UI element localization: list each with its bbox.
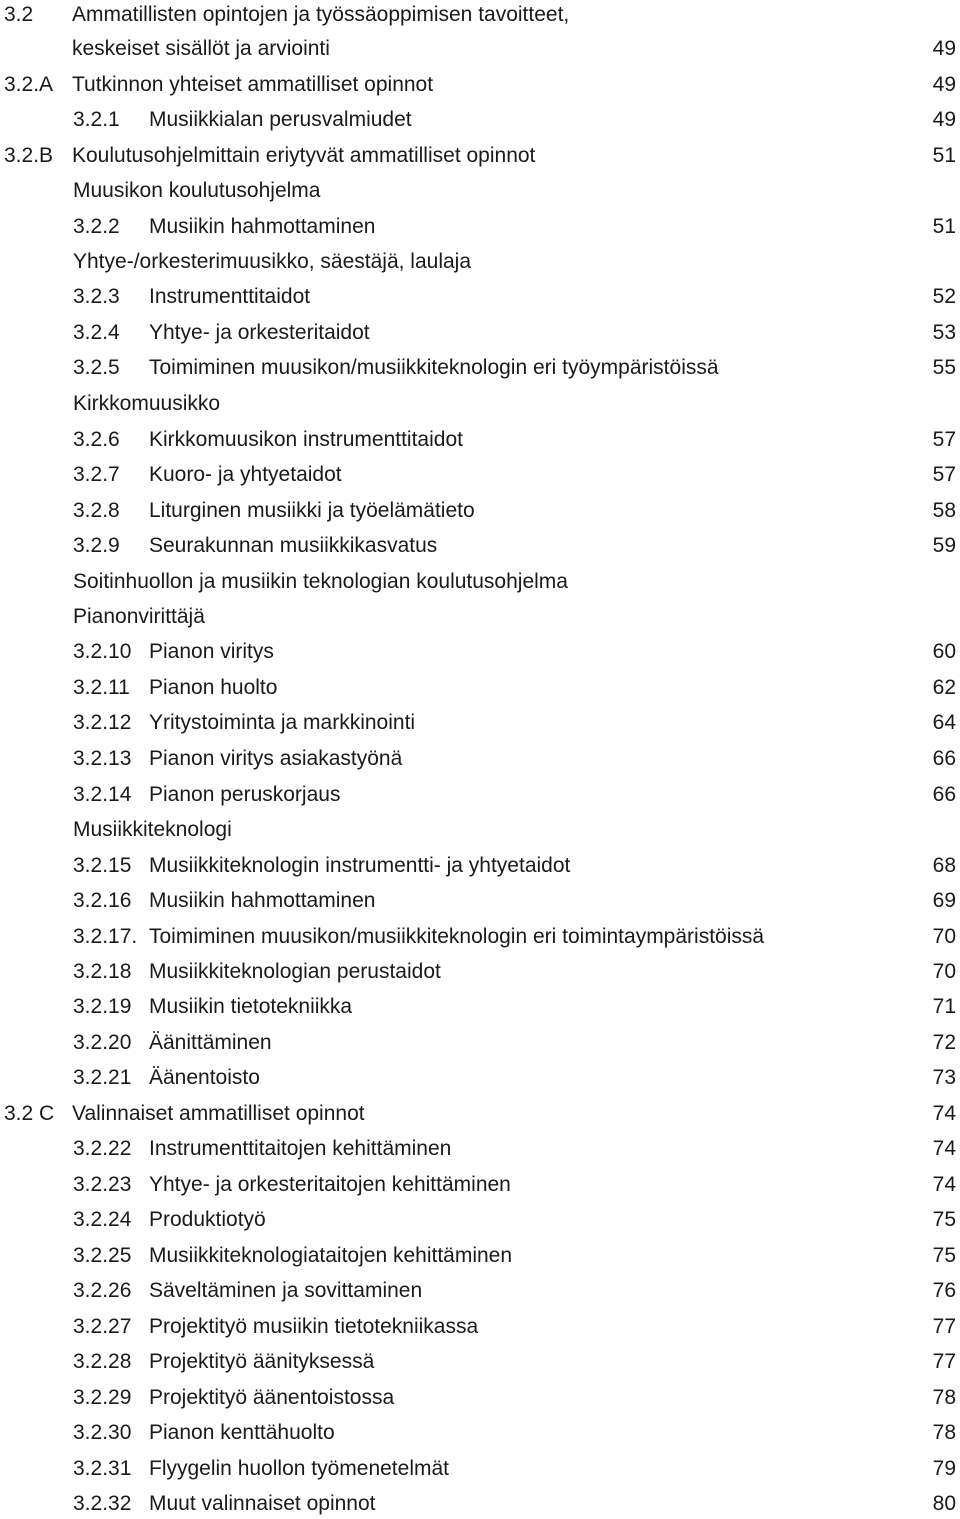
toc-entry-title: Musiikin hahmottaminen (149, 889, 376, 912)
toc-entry-number: 3.2.21 (73, 1066, 132, 1089)
toc-entry-page-number: 53 (932, 321, 956, 344)
toc-entry-title: Yhtye- ja orkesteritaitojen kehittäminen (149, 1173, 511, 1196)
toc-entry (0, 34, 960, 64)
toc-group-heading (0, 815, 960, 845)
toc-entry-page-number: 51 (932, 215, 956, 238)
toc-entry-page-number: 58 (932, 499, 956, 522)
toc-entry-page-number: 78 (932, 1421, 956, 1444)
toc-entry-page-number: 74 (932, 1173, 956, 1196)
toc-entry-number: 3.2.23 (73, 1173, 132, 1196)
toc-entry-title: Yhtye- ja orkesteritaidot (149, 321, 370, 344)
toc-entry-number: 3.2.27 (73, 1315, 132, 1338)
toc-entry-title: Musiikkialan perusvalmiudet (149, 108, 412, 131)
toc-entry-title: Projektityö äänentoistossa (149, 1386, 395, 1409)
toc-entry (0, 673, 960, 703)
toc-entry-number: 3.2.5 (73, 356, 120, 379)
toc-entry (0, 708, 960, 738)
toc-entry-title: Pianon peruskorjaus (149, 783, 341, 806)
toc-entry (0, 886, 960, 916)
toc-entry-page-number: 72 (932, 1031, 956, 1054)
toc-entry-page-number: 49 (932, 108, 956, 131)
toc-entry-number: 3.2.11 (73, 676, 130, 699)
toc-entry-title: Toimiminen muusikon/musiikkiteknologin eri työympäristöissä (149, 356, 719, 379)
toc-entry (0, 1489, 960, 1519)
toc-entry-page-number: 74 (932, 1137, 956, 1160)
toc-entry-title: Pianon viritys asiakastyönä (149, 747, 403, 770)
toc-entry-title: Valinnaiset ammatilliset opinnot (72, 1102, 365, 1125)
toc-entry (0, 1418, 960, 1448)
toc-entry-title: Yritystoiminta ja markkinointi (149, 711, 416, 734)
toc-entry-number: 3.2 (4, 3, 34, 26)
toc-entry-number: 3.2.10 (73, 640, 132, 663)
toc-entry (0, 1276, 960, 1306)
toc-group-heading (0, 389, 960, 419)
toc-entry-number: 3.2.26 (73, 1279, 132, 1302)
toc-entry-title: Produktiotyö (149, 1208, 266, 1231)
toc-entry-number: 3.2.2 (73, 215, 120, 238)
toc-entry-number: 3.2.20 (73, 1031, 132, 1054)
toc-entry-title: Tutkinnon yhteiset ammatilliset opinnot (72, 73, 434, 96)
toc-entry-title: Ammatillisten opintojen ja työssäoppimisen tavoitteet, (72, 3, 570, 26)
toc-entry-title: Musiikkiteknologin instrumentti- ja yhtyetaidot (149, 854, 571, 877)
toc-entry-title: Soitinhuollon ja musiikin teknologian koulutusohjelma (73, 570, 568, 593)
toc-entry-title: Äänittäminen (149, 1031, 272, 1054)
toc-entry-title: keskeiset sisällöt ja arviointi (72, 37, 330, 60)
toc-entry (0, 1063, 960, 1093)
toc-entry-page-number: 66 (932, 783, 956, 806)
toc-entry-page-number: 80 (932, 1492, 956, 1515)
toc-entry-page-number: 69 (932, 889, 956, 912)
toc-entry-number: 3.2.18 (73, 960, 132, 983)
toc-entry-page-number: 75 (932, 1244, 956, 1267)
toc-entry-page-number: 55 (932, 356, 956, 379)
toc-entry (0, 992, 960, 1022)
toc-entry (0, 1454, 960, 1484)
toc-entry-number: 3.2.7 (73, 463, 120, 486)
toc-entry-number: 3.2.29 (73, 1386, 132, 1409)
toc-entry-title: Projektityö musiikin tietotekniikassa (149, 1315, 479, 1338)
toc-entry-page-number: 78 (932, 1386, 956, 1409)
toc-entry-number: 3.2.24 (73, 1208, 132, 1231)
toc-entry-page-number: 60 (932, 640, 956, 663)
toc-group-heading (0, 176, 960, 206)
toc-entry-number: 3.2.B (4, 144, 54, 167)
toc-entry-number: 3.2.1 (73, 108, 120, 131)
toc-entry (0, 1099, 960, 1129)
toc-entry-page-number: 77 (932, 1350, 956, 1373)
toc-entry-number: 3.2.19 (73, 995, 132, 1018)
toc-entry-title: Liturginen musiikki ja työelämätieto (149, 499, 475, 522)
toc-entry-page-number: 66 (932, 747, 956, 770)
toc-entry-page-number: 74 (932, 1102, 956, 1125)
toc-entry-page-number: 76 (932, 1279, 956, 1302)
toc-entry-title: Musiikin hahmottaminen (149, 215, 376, 238)
toc-entry-page-number: 79 (932, 1457, 956, 1480)
toc-entry-number: 3.2.6 (73, 428, 120, 451)
toc-entry-page-number: 73 (932, 1066, 956, 1089)
toc-group-heading (0, 567, 960, 597)
toc-entry (0, 531, 960, 561)
toc-entry-title: Pianon huolto (149, 676, 278, 699)
toc-entry-number: 3.2.31 (73, 1457, 132, 1480)
toc-entry (0, 1028, 960, 1058)
toc-entry (0, 1241, 960, 1271)
toc-entry-title: Säveltäminen ja sovittaminen (149, 1279, 423, 1302)
toc-entry-title: Instrumenttitaidot (149, 285, 311, 308)
toc-group-heading (0, 247, 960, 277)
toc-entry (0, 957, 960, 987)
toc-entry-title: Pianonvirittäjä (73, 605, 205, 628)
toc-entry-number: 3.2.9 (73, 534, 120, 557)
toc-entry-page-number: 75 (932, 1208, 956, 1231)
toc-entry (0, 1134, 960, 1164)
toc-entry-page-number: 71 (932, 995, 956, 1018)
toc-entry-number: 3.2.17. (73, 925, 138, 948)
toc-entry-page-number: 62 (932, 676, 956, 699)
toc-entry (0, 460, 960, 490)
toc-entry-number: 3.2.16 (73, 889, 132, 912)
toc-entry-title: Musiikkiteknologian perustaidot (149, 960, 441, 983)
toc-entry-page-number: 49 (932, 37, 956, 60)
toc-entry-title: Toimiminen muusikon/musiikkiteknologin eri toimintaympäristöissä (149, 925, 765, 948)
toc-entry (0, 141, 960, 171)
toc-entry (0, 780, 960, 810)
toc-entry-number: 3.2.3 (73, 285, 120, 308)
toc-entry-title: Musiikin tietotekniikka (149, 995, 353, 1018)
toc-entry (0, 212, 960, 242)
toc-entry (0, 318, 960, 348)
toc-entry (0, 922, 960, 952)
toc-entry-number: 3.2.12 (73, 711, 132, 734)
toc-group-heading (0, 602, 960, 632)
toc-entry (0, 1347, 960, 1377)
toc-entry-page-number: 57 (932, 428, 956, 451)
toc-entry-page-number: 52 (932, 285, 956, 308)
toc-entry-number: 3.2.13 (73, 747, 132, 770)
toc-entry (0, 637, 960, 667)
toc-entry-title: Koulutusohjelmittain eriytyvät ammatilliset opinnot (72, 144, 536, 167)
toc-entry-title: Pianon kenttähuolto (149, 1421, 335, 1444)
toc-entry-number: 3.2.22 (73, 1137, 132, 1160)
toc-entry-title: Muusikon koulutusohjelma (73, 179, 321, 202)
toc-entry-number: 3.2.14 (73, 783, 132, 806)
toc-entry-number: 3.2.25 (73, 1244, 132, 1267)
toc-entry-title: Flyygelin huollon työmenetelmät (149, 1457, 449, 1480)
toc-entry-title: Musiikkiteknologiataitojen kehittäminen (149, 1244, 513, 1267)
toc-entry (0, 1170, 960, 1200)
toc-entry (0, 70, 960, 100)
toc-entry-number: 3.2.30 (73, 1421, 132, 1444)
toc-entry-title: Äänentoisto (149, 1066, 260, 1089)
toc-entry-page-number: 57 (932, 463, 956, 486)
toc-entry-page-number: 51 (932, 144, 956, 167)
toc-entry-page-number: 70 (932, 960, 956, 983)
toc-entry-number: 3.2.4 (73, 321, 120, 344)
toc-entry-number: 3.2.A (4, 73, 54, 96)
toc-entry-page-number: 64 (932, 711, 956, 734)
toc-entry-title: Pianon viritys (149, 640, 274, 663)
toc-entry (0, 353, 960, 383)
toc-entry-number: 3.2 C (4, 1102, 55, 1125)
toc-entry (0, 851, 960, 881)
toc-entry (0, 1205, 960, 1235)
toc-entry (0, 282, 960, 312)
toc-entry-title: Muut valinnaiset opinnot (149, 1492, 376, 1515)
toc-entry-page-number: 77 (932, 1315, 956, 1338)
toc-entry-title: Kirkkomuusikon instrumenttitaidot (149, 428, 463, 451)
toc-entry-title: Musiikkiteknologi (73, 818, 232, 841)
toc-entry (0, 1312, 960, 1342)
toc-entry-number: 3.2.15 (73, 854, 132, 877)
toc-entry (0, 744, 960, 774)
toc-entry-page-number: 49 (932, 73, 956, 96)
toc-entry-number: 3.2.8 (73, 499, 120, 522)
toc-entry-title: Seurakunnan musiikkikasvatus (149, 534, 438, 557)
toc-entry (0, 496, 960, 526)
toc-entry-page-number: 70 (932, 925, 956, 948)
toc-entry (0, 1383, 960, 1413)
toc-entry-number: 3.2.28 (73, 1350, 132, 1373)
toc-entry-title: Instrumenttitaitojen kehittäminen (149, 1137, 452, 1160)
toc-entry-title: Projektityö äänityksessä (149, 1350, 375, 1373)
toc-entry-number: 3.2.32 (73, 1492, 132, 1515)
toc-entry-title: Kirkkomuusikko (73, 392, 221, 415)
toc-entry-title: Kuoro- ja yhtyetaidot (149, 463, 342, 486)
toc-entry-title: Yhtye-/orkesterimuusikko, säestäjä, laulaja (73, 250, 472, 273)
toc-entry (0, 425, 960, 455)
toc-entry-page-number: 68 (932, 854, 956, 877)
toc-entry (0, 105, 960, 135)
toc-entry (0, 0, 960, 30)
toc-entry-page-number: 59 (932, 534, 956, 557)
